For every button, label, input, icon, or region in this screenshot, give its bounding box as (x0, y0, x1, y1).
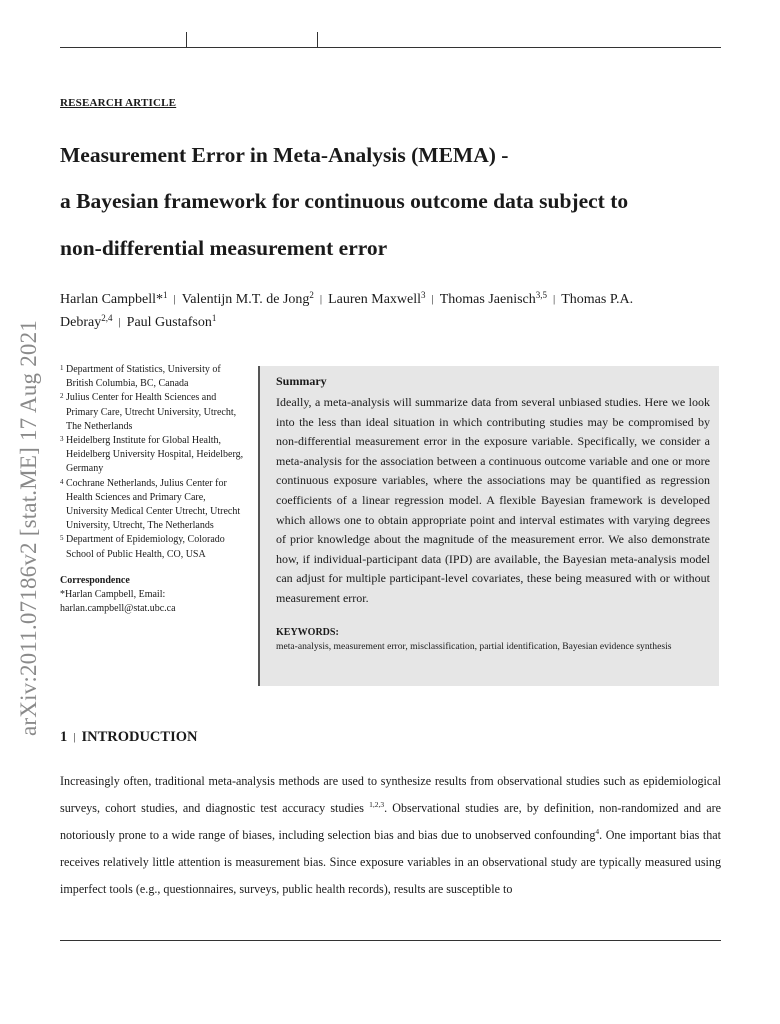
correspondence (60, 574, 250, 617)
author: Lauren Maxwell$^3$ (328, 290, 426, 307)
title-line: non-differential measurement error (60, 236, 388, 260)
correspondence-name: *Harlan Campbell, Email: (60, 589, 166, 601)
author-separator: | (118, 316, 121, 328)
correspondence-email[interactable]: harlan.campbell@stat.ubc.ca (60, 603, 176, 615)
author-list (60, 288, 722, 334)
title-line: a Bayesian framework for continuous outcome data subject to (60, 189, 629, 213)
article-type: RESEARCH ARTICLE (60, 97, 177, 109)
footer-rule (60, 940, 721, 941)
section-heading (60, 729, 197, 746)
keywords-heading: KEYWORDS: (276, 626, 339, 638)
intro-paragraph: Increasingly often, traditional meta-analysis methods are used to synthesize results from observational studies such as epidemiological surveys, cohort studies, and diagnostic test accuracy studies $^{1,2,3}$. Observational studies are, by definition, non-randomized and are notoriously prone to a wide range of biases, including selection bias and bias due to unobserved confounding$^4$. One important bias that receives relatively little attention is measurement bias. Since exposure variables in an observational study are typically measured using imperfect tools (e.g., questionnaires, surveys, public health records), results are susceptible to (60, 774, 722, 896)
author: Paul Gustafson$^1$ (126, 313, 217, 330)
author: Harlan Campbell*$^1$ (60, 290, 168, 307)
author-separator: | (319, 293, 323, 305)
title-line: Measurement Error in Meta-Analysis (MEMA) - (60, 143, 509, 167)
author: Thomas Jaenisch$^{3,5}$ (439, 290, 548, 307)
arxiv-stamp: arXiv:2011.07186v2 [stat.ME] 17 Aug 2021 (16, 319, 41, 736)
author: Valentijn M.T. de Jong$^2$ (181, 290, 314, 307)
section-title: INTRODUCTION (81, 729, 198, 745)
summary-heading: Summary (276, 374, 327, 388)
affiliation: 5 Department of Epidemiology, Colorado School of Public Health, CO, USA (60, 534, 225, 560)
author-separator: | (173, 293, 176, 305)
affiliation: 2 Julius Center for Health Sciences and Primary Care, Utrecht University, Utrecht, The Netherlands (60, 392, 237, 432)
author-separator: | (431, 293, 434, 305)
section-separator: | (73, 731, 76, 743)
summary-text: Ideally, a meta-analysis will summarize data from several unbiased studies. Here we look into the less than ideal situation in which contributing studies may be compromised by non-differential measurement error in the exposure variable. Specifically, we consider a meta-analysis for the association between a continuous outcome variable and one or more continuous exposure variables, where the associations may be quantified as regression coefficients of a linear regression model. A flexible Bayesian framework is developed which allows one to obtain appropriate point and interval estimates with varying degrees of prior knowledge about the magnitude of the measurement error. We also demonstrate how, if individual-participant data (IPD) are available, the Bayesian meta-analysis model can adjust for multiple participant-level covariates, these being measured with or without measurement error. (276, 395, 710, 605)
affiliation: 4 Cochrane Netherlands, Julius Center for Health Sciences and Primary Care, University Medical Center Utrecht, Utrecht University, Utrecht, The Netherlands (60, 477, 241, 532)
author-separator: | (553, 293, 556, 305)
correspondence-heading: Correspondence (60, 574, 130, 586)
header-rule (60, 47, 721, 48)
summary-box (258, 366, 719, 686)
affiliations (60, 363, 250, 616)
header-tick (317, 32, 318, 47)
affiliation: 1 Department of Statistics, University of British Columbia, BC, Canada (60, 364, 221, 390)
header-tick (186, 32, 187, 47)
author: Thomas P.A. Debray$^{2,4}$ (60, 292, 634, 330)
keywords-text: meta-analysis, measurement error, misclassification, partial identification, Bayesian evidence synthesis (276, 640, 672, 652)
section-number: 1 (60, 729, 68, 745)
citation[interactable]: 1,2,3 (369, 800, 385, 809)
affiliation: 3 Heidelberg Institute for Global Health, Heidelberg University Hospital, Heidelberg, Germany (60, 435, 244, 475)
citation[interactable]: 4 (595, 827, 600, 836)
